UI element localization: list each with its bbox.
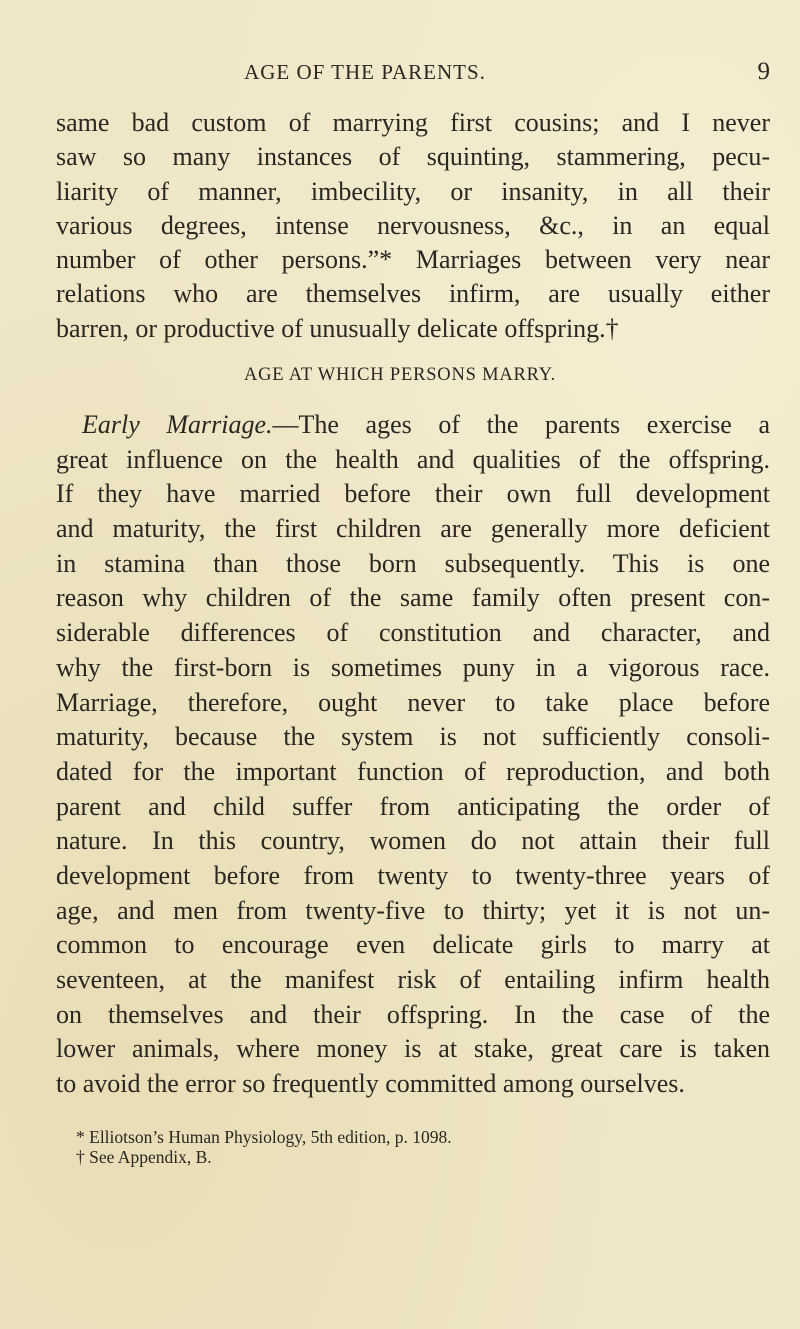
text-line: seventeen, at the manifest risk of entailing infirm health [56, 965, 770, 994]
page-number: 9 [757, 58, 770, 85]
text-line: to avoid the error so frequently committed among ourselves. [56, 1069, 685, 1099]
text-line: If they have married before their own full development [56, 479, 770, 509]
text-line: number of other persons.”* Marriages between very near [56, 245, 770, 275]
footnote: * Elliotson’s Human Physiology, 5th edition, p. 1098. [76, 1127, 452, 1147]
lead-in-italic: Early Marriage. [82, 410, 273, 439]
text-line: lower animals, where money is at stake, great care is taken [56, 1034, 770, 1064]
footnote: † See Appendix, B. [76, 1147, 212, 1167]
text-line: parent and child suffer from anticipating the order of [56, 791, 770, 821]
text-line: relations who are themselves infirm, are usually either [56, 279, 770, 309]
footnotes [76, 1127, 676, 1167]
text-line: in stamina than those born subsequently. This is one [56, 548, 770, 578]
text-line: barren, or productive of unusually delicate offspring.† [56, 313, 619, 343]
text-line: common to encourage even delicate girls to marry at [56, 930, 770, 960]
text-line: development before from twenty to twenty-three years of [56, 860, 770, 890]
paragraph-continued [56, 106, 770, 346]
text-line-first [56, 408, 770, 443]
text-line: reason why children of the same family often present con- [56, 583, 770, 613]
text-line: various degrees, intense nervousness, &c., in an equal [56, 210, 770, 240]
text-line: same bad custom of marrying first cousins; and I never [56, 108, 770, 137]
text-line: dated for the important function of reproduction, and both [56, 756, 770, 786]
text-line: Marriage, therefore, ought never to take place before [56, 687, 770, 717]
text-line: maturity, because the system is not sufficiently consoli- [56, 722, 770, 752]
text-line: siderable differences of constitution and character, and [56, 618, 770, 648]
text-line: and maturity, the first children are generally more deficient [56, 514, 770, 544]
text-line: saw so many instances of squinting, stammering, pecu- [56, 142, 770, 172]
text-line: age, and men from twenty-five to thirty; yet it is not un- [56, 895, 770, 925]
paragraph-early-marriage [56, 408, 770, 1102]
text-line: why the first-born is sometimes puny in a vigorous race. [56, 652, 770, 682]
text-line: liarity of manner, imbecility, or insanity, in all their [56, 176, 770, 206]
text-line: nature. In this country, women do not attain their full [56, 826, 770, 856]
running-title: AGE OF THE PARENTS. [244, 60, 486, 84]
running-head [0, 58, 800, 92]
text-line: great influence on the health and qualities of the offspring. [56, 444, 770, 474]
section-heading: AGE AT WHICH PERSONS MARRY. [243, 365, 557, 385]
first-line-rest: —The ages of the parents exercise a [272, 410, 770, 439]
text-line: on themselves and their offspring. In the case of the [56, 999, 770, 1029]
